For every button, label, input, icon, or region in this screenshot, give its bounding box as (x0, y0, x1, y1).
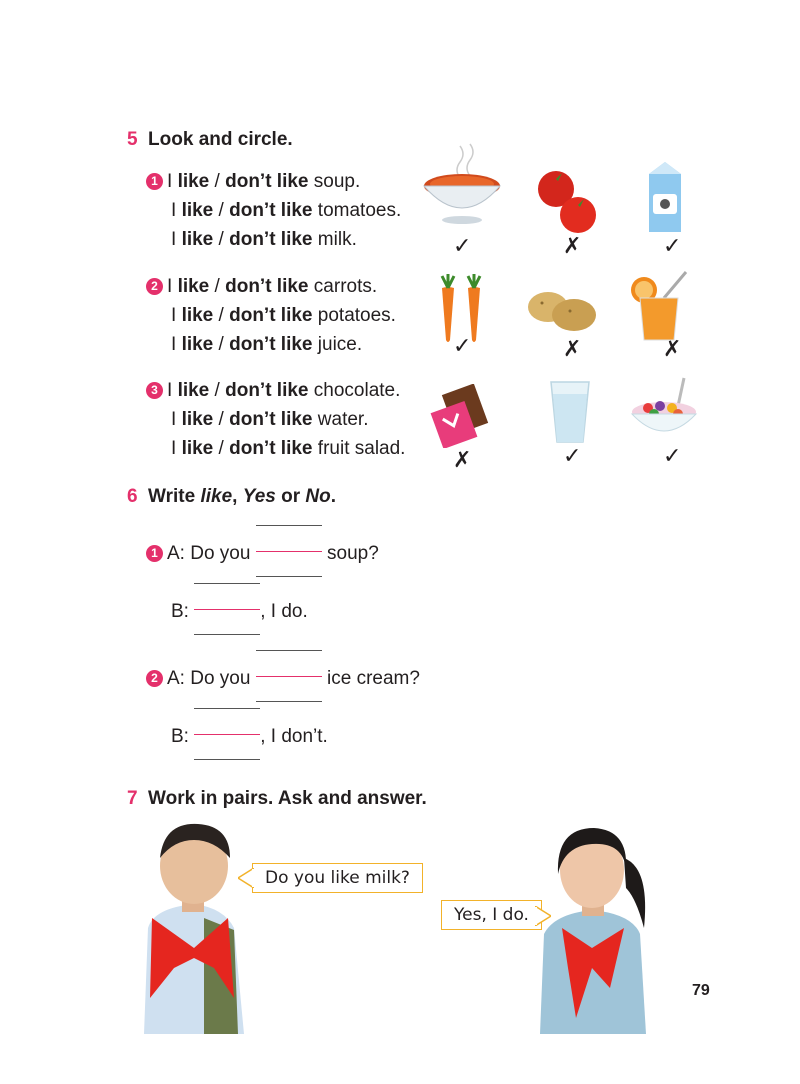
boy-photo (134, 818, 254, 1034)
cross-mark: ✗ (563, 337, 582, 362)
check-mark: ✓ (453, 334, 472, 359)
section-title: Work in pairs. Ask and answer. (148, 788, 427, 809)
slash: / (213, 200, 230, 221)
option-like[interactable]: like (181, 200, 214, 221)
keyword-like: like (200, 486, 233, 507)
keyword-yes: Yes (242, 486, 276, 507)
food-item: juice. (312, 334, 363, 355)
food-item: potatoes. (312, 305, 396, 326)
option-like[interactable]: like (177, 276, 210, 297)
option-dont-like[interactable]: don’t like (225, 276, 309, 297)
option-dont-like[interactable]: don’t like (229, 229, 313, 250)
slash: / (213, 305, 230, 326)
question-1-a: 1 A: Do you soup? (146, 539, 379, 565)
option-like[interactable]: like (181, 334, 214, 355)
section-6-header (127, 486, 336, 508)
line-prefix: I (171, 409, 182, 430)
milk-carton-icon (641, 160, 689, 234)
keyword-no: No (305, 486, 331, 507)
water-glass-icon (547, 378, 593, 446)
line-prefix: I (167, 276, 178, 297)
line-prefix: I (171, 229, 182, 250)
line-prefix: I (167, 171, 178, 192)
option-like[interactable]: like (181, 409, 214, 430)
food-item: soup. (308, 171, 361, 192)
check-mark: ✓ (663, 234, 682, 259)
slash: / (213, 438, 230, 459)
exercise-line (171, 438, 405, 460)
exercise-line (146, 276, 377, 298)
food-item: milk. (312, 229, 357, 250)
item-number-badge: 2 (146, 278, 163, 295)
page-number: 79 (692, 982, 710, 999)
line-prefix: I (171, 305, 182, 326)
chocolate-bar-icon (430, 384, 496, 448)
speech-text: Do you like milk? (265, 868, 410, 888)
exercise-line (146, 380, 400, 402)
slash: / (209, 276, 226, 297)
check-mark: ✓ (453, 234, 472, 259)
answer-blank[interactable] (194, 597, 260, 623)
soup-bowl-icon (420, 140, 504, 230)
food-item: fruit salad. (312, 438, 406, 459)
section-title: Look and circle. (148, 129, 293, 150)
tomatoes-icon (532, 165, 602, 237)
girl-photo (532, 818, 662, 1034)
line-prefix: I (171, 200, 182, 221)
answer-blank[interactable] (256, 539, 322, 565)
section-title: Write like, Yes or No. (148, 486, 337, 507)
question-1-b: B: , I do. (171, 597, 308, 623)
exercise-line (171, 305, 396, 327)
line-prefix: I (171, 334, 182, 355)
option-like[interactable]: like (177, 171, 210, 192)
slash: / (213, 409, 230, 430)
juice-glass-icon (628, 268, 692, 344)
slash: / (209, 380, 226, 401)
bubble-tail (535, 906, 551, 926)
food-item: carrots. (308, 276, 378, 297)
potatoes-icon (526, 287, 598, 335)
section-7-header (127, 788, 427, 810)
option-dont-like[interactable]: don’t like (225, 171, 309, 192)
speech-bubble-girl (441, 900, 542, 930)
option-like[interactable]: like (181, 305, 214, 326)
cross-mark: ✗ (663, 337, 682, 362)
question-2-a: 2 A: Do you ice cream? (146, 664, 420, 690)
section-5-header (127, 129, 293, 151)
fruit-salad-icon (628, 376, 700, 442)
option-dont-like[interactable]: don’t like (229, 334, 313, 355)
exercise-line (171, 229, 357, 251)
option-like[interactable]: like (181, 229, 214, 250)
check-mark: ✓ (563, 444, 582, 469)
option-dont-like[interactable]: don’t like (229, 409, 313, 430)
slash: / (209, 171, 226, 192)
answer-blank[interactable] (194, 722, 260, 748)
option-dont-like[interactable]: don’t like (229, 438, 313, 459)
speech-bubble-boy (252, 863, 423, 893)
section-number: 7 (127, 788, 138, 809)
section-number: 5 (127, 129, 138, 150)
option-dont-like[interactable]: don’t like (229, 305, 313, 326)
option-like[interactable]: like (181, 438, 214, 459)
item-number-badge: 3 (146, 382, 163, 399)
answer-blank[interactable] (256, 664, 322, 690)
bubble-tail (238, 868, 254, 888)
food-item: tomatoes. (312, 200, 402, 221)
cross-mark: ✗ (453, 448, 472, 473)
question-2-b: B: , I don’t. (171, 722, 328, 748)
item-number-badge: 2 (146, 670, 163, 687)
slash: / (213, 334, 230, 355)
exercise-line (146, 171, 360, 193)
option-dont-like[interactable]: don’t like (229, 200, 313, 221)
item-number-badge: 1 (146, 173, 163, 190)
exercise-line (171, 409, 369, 431)
exercise-line (171, 334, 362, 356)
slash: / (213, 229, 230, 250)
option-like[interactable]: like (177, 380, 210, 401)
food-item: chocolate. (308, 380, 401, 401)
line-prefix: I (171, 438, 182, 459)
check-mark: ✓ (663, 444, 682, 469)
speech-text: Yes, I do. (454, 905, 529, 925)
food-item: water. (312, 409, 369, 430)
line-prefix: I (167, 380, 178, 401)
item-number-badge: 1 (146, 545, 163, 562)
cross-mark: ✗ (563, 234, 582, 259)
exercise-line (171, 200, 401, 222)
section-number: 6 (127, 486, 138, 507)
option-dont-like[interactable]: don’t like (225, 380, 309, 401)
